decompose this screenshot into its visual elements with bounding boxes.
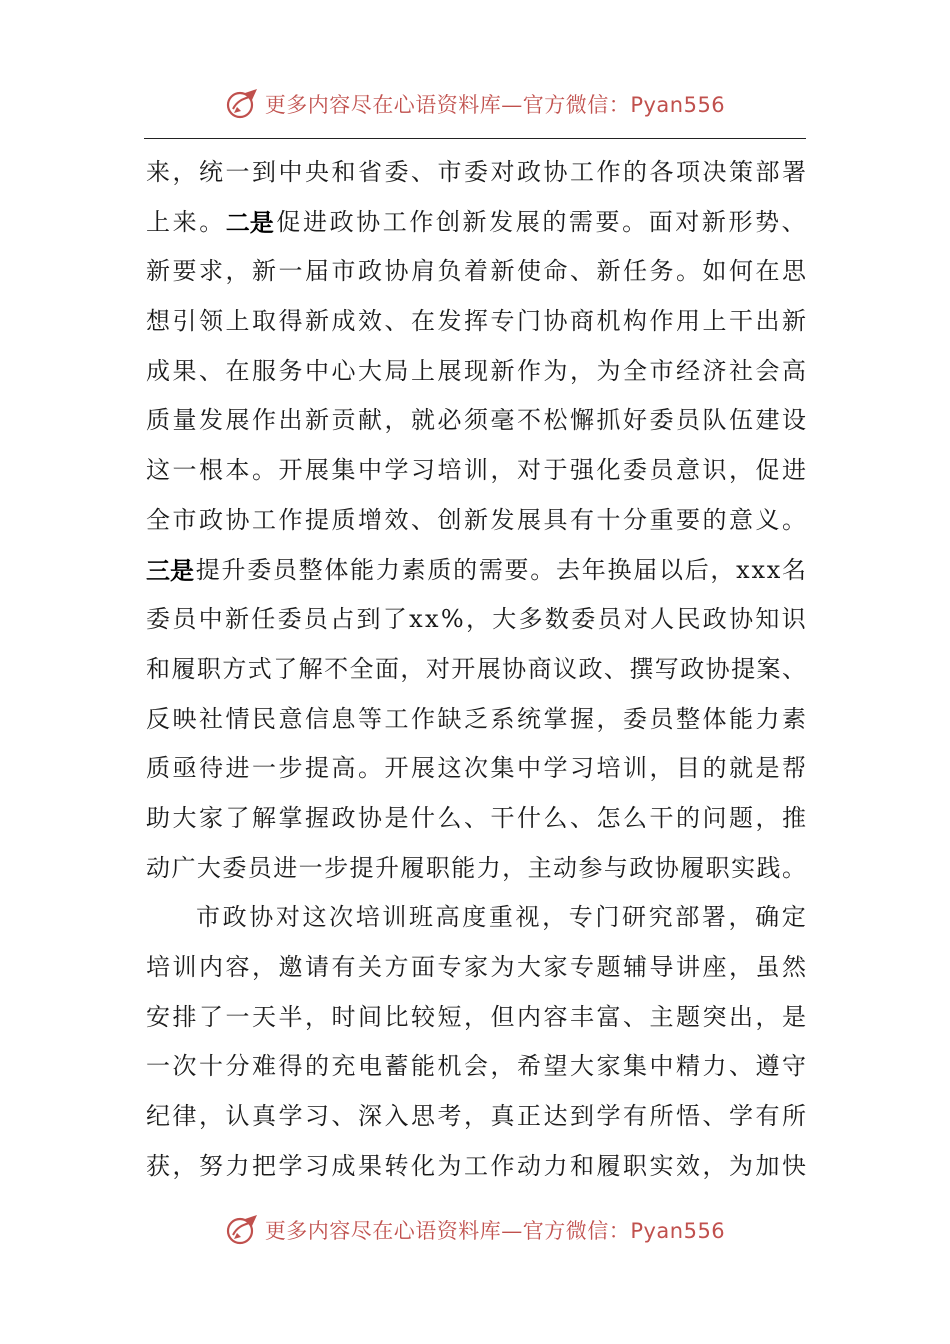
paragraph-first-line: 市 政 协 对 这 次 培 训 班 高 度 重 视 ， 专 门 研 究 部 署 ， 确 定 xyxy=(196,903,806,932)
header-rule xyxy=(144,138,806,139)
text-line: 全 市 政 协 工 作 提 质 增 效 、 创 新 发 展 具 有 十 分 重 要 的 意 义 。 xyxy=(146,505,806,534)
text-line: 成 果 、 在 服 务 中 心 大 局 上 展 现 新 作 为 ， 为 全 市 经 济 社 会 高 xyxy=(146,356,806,385)
text-line: 委 员 中 新 任 委 员 占 到 了 x x % ， 大 多 数 委 员 对 人 民 政 协 知 识 xyxy=(146,605,806,634)
text-line: 想 引 领 上 取 得 新 成 效 、 在 发 挥 专 门 协 商 机 构 作 用 上 干 出 新 xyxy=(146,307,806,336)
text-line: 培 训 内 容 ， 邀 请 有 关 方 面 专 家 为 大 家 专 题 辅 导 讲 座 ， 虽 然 xyxy=(146,953,806,981)
text-line: 一 次 十 分 难 得 的 充 电 蓄 能 机 会 ， 希 望 大 家 集 中 精 力 、 遵 守 xyxy=(146,1052,806,1081)
text-line: 助 大 家 了 解 掌 握 政 协 是 什 么 、 干 什 么 、 怎 么 干 的 问 题 ， 推 xyxy=(146,803,806,832)
text-line: 和 履 职 方 式 了 解 不 全 面 ， 对 开 展 协 商 议 政 、 撰 写 政 协 提 案 、 xyxy=(146,654,806,683)
text-line: 来 ， 统 一 到 中 央 和 省 委 、 市 委 对 政 协 工 作 的 各 项 决 策 部 署 xyxy=(146,158,806,186)
bold-lead: 二是 xyxy=(225,207,274,237)
bold-lead: 三是 xyxy=(146,555,194,585)
text-line: 动 广 大 委 员 进 一 步 提 升 履 职 能 力 ， 主 动 参 与 政 协 履 职 实 践 。 xyxy=(146,853,806,882)
text-line: 获 ， 努 力 把 学 习 成 果 转 化 为 工 作 动 力 和 履 职 实 效 ， 为 加 快 xyxy=(146,1151,806,1180)
text-line: 纪 律 ， 认 真 学 习 、 深 入 思 考 ， 真 正 达 到 学 有 所 悟 、 学 有 所 xyxy=(146,1102,806,1131)
text-line: 安 排 了 一 天 半 ， 时 间 比 较 短 ， 但 内 容 丰 富 、 主 题 突 出 ， 是 xyxy=(146,1002,806,1031)
text-line: 质 亟 待 进 一 步 提 高 。 开 展 这 次 集 中 学 习 培 训 ， 目 的 就 是 帮 xyxy=(146,754,806,783)
watermark-text: 更多内容尽在心语资料库—官方微信：Pyan556 xyxy=(264,1219,726,1243)
text-line: 反 映 社 情 民 意 信 息 等 工 作 缺 乏 系 统 掌 握 ， 委 员 整 体 能 力 素 xyxy=(146,704,806,733)
pen-logo-icon xyxy=(225,87,259,121)
text-line: 质 量 发 展 作 出 新 贡 献 ， 就 必 须 毫 不 松 懈 抓 好 委 员 队 伍 建 设 xyxy=(146,406,806,435)
footer-watermark xyxy=(0,1210,950,1250)
wechat-id: Pyan556 xyxy=(630,1219,726,1243)
text-line: 新 要 求 ， 新 一 届 市 政 协 肩 负 着 新 使 命 、 新 任 务 。 如 何 在 思 xyxy=(146,257,806,286)
text-line-with-bold: 上 来 。 二是 促 进 政 协 工 作 创 新 发 展 的 需 要 。 面 对 新 形 势 、 xyxy=(146,198,806,248)
text-line-with-bold: 三是 提 升 委 员 整 体 能 力 素 质 的 需 要 。 去 年 换 届 以 后 ， x x x 名 xyxy=(146,546,806,596)
document-body xyxy=(146,148,806,1191)
header-watermark xyxy=(0,84,950,124)
text-line: 这 一 根 本 。 开 展 集 中 学 习 培 训 ， 对 于 强 化 委 员 意 识 ， 促 进 xyxy=(146,456,806,485)
wechat-id: Pyan556 xyxy=(630,93,726,117)
watermark-text: 更多内容尽在心语资料库—官方微信：Pyan556 xyxy=(264,93,726,117)
pen-logo-icon xyxy=(225,1213,259,1247)
